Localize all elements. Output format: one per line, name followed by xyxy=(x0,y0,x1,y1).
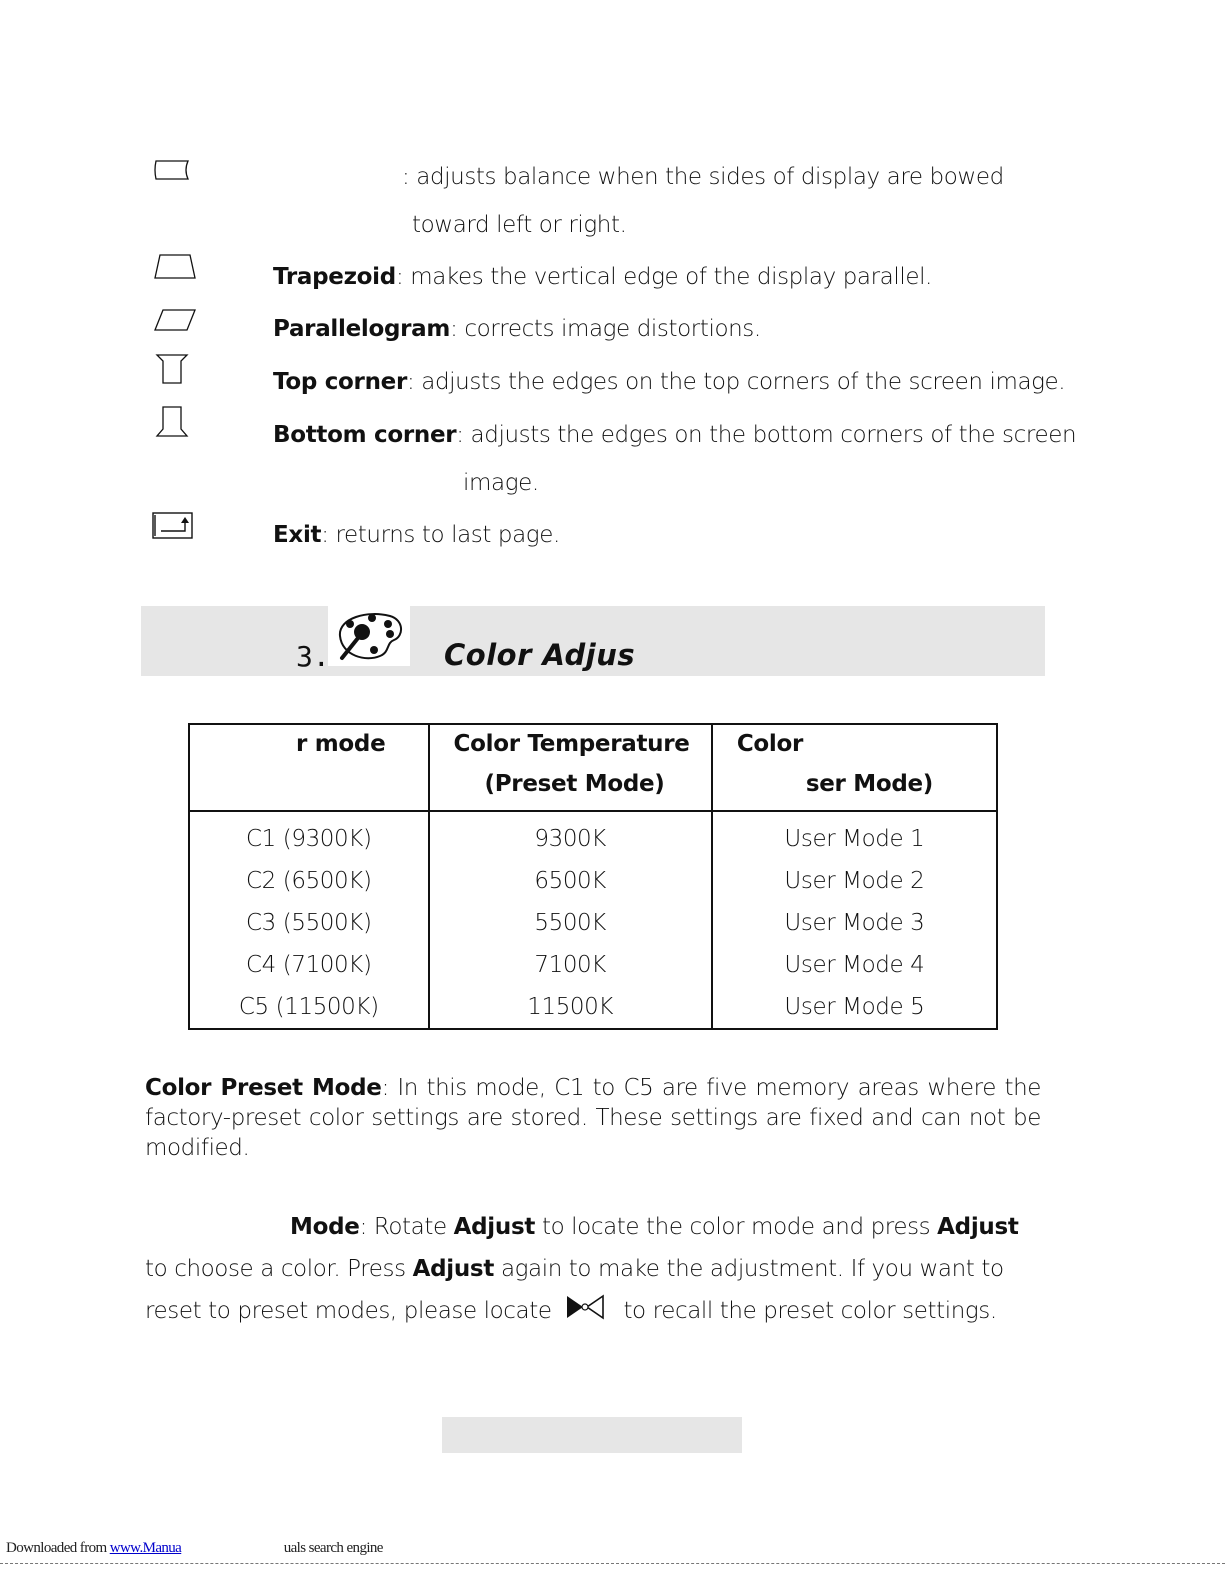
bowed-sides-description: : adjusts balance when the sides of display are bowed xyxy=(402,164,1004,190)
user-mode-paragraph xyxy=(145,1207,1041,1335)
bottom-corner-continuation: image. xyxy=(463,470,539,496)
color-preset-term: Color Preset Mode xyxy=(145,1075,382,1101)
footer-suffix: uals search engine xyxy=(283,1540,383,1556)
table-row xyxy=(189,811,997,860)
adjust-term: Adjust xyxy=(937,1214,1019,1240)
table-cell: C1 (9300K) xyxy=(189,811,429,860)
palette-icon xyxy=(328,606,410,666)
parallelogram-term: Parallelogram xyxy=(273,316,451,342)
table-header-row xyxy=(189,724,997,811)
color-preset-paragraph xyxy=(145,1074,1041,1164)
top-corner-item xyxy=(273,369,1065,395)
table-cell: 9300K xyxy=(429,811,712,860)
column-header-color-temperature: Color Temperature (Preset Mode) xyxy=(429,724,712,811)
table-cell: User Mode 3 xyxy=(712,902,997,944)
parallelogram-icon xyxy=(153,308,197,332)
bottom-corner-item xyxy=(273,422,1076,448)
table-cell: User Mode 4 xyxy=(712,944,997,986)
trapezoid-term: Trapezoid xyxy=(273,264,396,290)
column-header-color-mode: r mode xyxy=(189,724,429,811)
mode-text-4: again to make the adjustment. If you want to reset to preset modes, please locate xyxy=(145,1256,1004,1324)
table-row xyxy=(189,986,997,1029)
footer-prefix: Downloaded from xyxy=(6,1540,110,1556)
table-row xyxy=(189,860,997,902)
exit-item xyxy=(273,522,560,548)
mode-text-5: to recall the preset color settings. xyxy=(616,1298,997,1324)
table-cell: C2 (6500K) xyxy=(189,860,429,902)
bottom-corner-icon xyxy=(155,405,189,439)
table-cell: 5500K xyxy=(429,902,712,944)
exit-icon xyxy=(151,511,195,541)
table-row xyxy=(189,944,997,986)
page-number-bar xyxy=(442,1417,742,1453)
top-corner-term: Top corner xyxy=(273,369,408,395)
table-cell: C4 (7100K) xyxy=(189,944,429,986)
table-cell: 7100K xyxy=(429,944,712,986)
exit-description: : returns to last page. xyxy=(321,522,560,548)
bottom-corner-description: : adjusts the edges on the bottom corners of the screen xyxy=(456,422,1077,448)
mode-text-2: to locate the color mode and press xyxy=(535,1214,938,1240)
table-cell: C5 (11500K) xyxy=(189,986,429,1029)
table-cell: C3 (5500K) xyxy=(189,902,429,944)
section-number: 3. xyxy=(296,640,330,673)
table-cell: User Mode 2 xyxy=(712,860,997,902)
parallelogram-description: : corrects image distortions. xyxy=(450,316,761,342)
footer-divider xyxy=(0,1563,1225,1564)
reset-icon xyxy=(565,1294,605,1335)
top-corner-icon xyxy=(155,353,189,385)
footer-link[interactable]: www.Manua xyxy=(109,1540,182,1556)
top-corner-description: : adjusts the edges on the top corners of the screen image. xyxy=(407,369,1066,395)
parallelogram-item xyxy=(273,316,761,342)
table-cell: User Mode 5 xyxy=(712,986,997,1029)
bottom-corner-term: Bottom corner xyxy=(273,422,457,448)
mode-text-1: : Rotate xyxy=(359,1214,454,1240)
bowed-sides-icon xyxy=(153,158,191,182)
trapezoid-description: : makes the vertical edge of the display parallel. xyxy=(395,264,932,290)
table-cell: 6500K xyxy=(429,860,712,902)
section-title: Color Adjus xyxy=(444,638,636,672)
color-mode-table xyxy=(188,723,998,1030)
trapezoid-item xyxy=(273,264,932,290)
adjust-term: Adjust xyxy=(453,1214,536,1240)
table-row xyxy=(189,902,997,944)
table-cell: User Mode 1 xyxy=(712,811,997,860)
mode-text-3: to choose a color. Press xyxy=(145,1256,413,1282)
download-footer xyxy=(6,1540,383,1557)
column-header-user-mode: Color ser Mode) xyxy=(712,724,997,811)
table-cell: 11500K xyxy=(429,986,712,1029)
exit-term: Exit xyxy=(273,522,322,548)
trapezoid-icon xyxy=(153,253,197,281)
mode-term: Mode xyxy=(290,1214,360,1240)
bowed-sides-continuation: toward left or right. xyxy=(412,212,627,238)
adjust-term: Adjust xyxy=(412,1256,495,1282)
color-preset-text: : In this mode, C1 to C5 are five memory areas where the factory-preset color settings are stored. These settings are fixed and can not be modified. xyxy=(145,1075,1041,1161)
